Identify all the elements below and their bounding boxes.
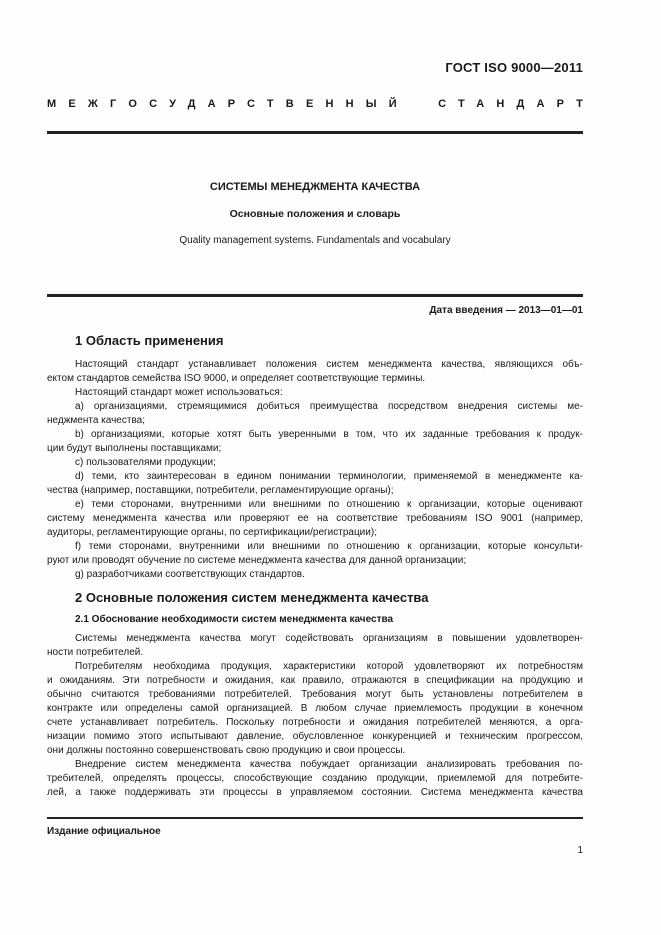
body-line: ектом стандартов семейства ISO 9000, и определяет соответствующие термины.: [47, 373, 426, 384]
body-line: Настоящий стандарт устанавливает положения систем менеджмента качества, являющихся объ-: [75, 359, 583, 370]
title-divider: [47, 294, 583, 297]
document-title: СИСТЕМЫ МЕНЕДЖМЕНТА КАЧЕСТВА: [209, 181, 421, 193]
standard-word: СТАНДАРТ: [438, 98, 595, 110]
body-line: лей, а также поддерживать эти процессы в управляемом состоянии. Система менеджмента качества: [47, 787, 583, 798]
body-line: Внедрение систем менеджмента качества побуждает организации анализировать требования по-: [75, 759, 583, 770]
body-line: ности потребителей.: [47, 647, 144, 658]
english-title: Quality management systems. Fundamentals and vocabulary: [179, 235, 451, 246]
body-line: они должны постоянно совершенствовать свою продукцию и свои процессы.: [47, 745, 406, 756]
body-line: требителей, определять процессы, способствующие созданию продукции, приемлемой для потребите-: [47, 773, 583, 784]
footer-divider: [47, 817, 583, 819]
section-1-heading: 1 Область применения: [75, 333, 224, 348]
body-line: руют или проводят обучение по системе менеджмента качества для данной организации;: [47, 555, 467, 566]
list-item-f: f) теми сторонами, внутренними или внешними по отношению к организации, которые консульти-: [75, 541, 583, 552]
interstate-word: МЕЖГОСУДАРСТВЕННЫЙ: [47, 98, 409, 110]
list-item-b: b) организациями, которые хотят быть уверенными в том, что их заданные требования к продук-: [75, 429, 583, 440]
page-number: 1: [577, 845, 583, 856]
list-item-e: е) теми сторонами, внутренними или внешними по отношению к организации, которые оценивают: [75, 499, 583, 510]
body-line: и ожиданиям. Эти потребности и ожидания, как правило, отражаются в спецификации на продукцию и: [47, 675, 583, 686]
section-2-heading: 2 Основные положения систем менеджмента качества: [75, 590, 429, 605]
edition-label: Издание официальное: [47, 826, 161, 837]
subsection-2-1-heading: 2.1 Обоснование необходимости систем менеджмента качества: [75, 614, 394, 625]
list-item-a: а) организациями, стремящимися добиться преимущества посредством внедрения системы ме-: [75, 401, 583, 412]
body-line: аудиторы, регламентирующие органы, по сертификации/регистрации);: [47, 527, 377, 538]
body-line: счете устанавливает потребитель. Поскольку потребности и ожидания потребителей меняются, а орга-: [47, 717, 583, 728]
body-line: чества (например, поставщики, потребители, регламентирующие органы);: [47, 485, 394, 496]
introduction-date: Дата введения — 2013—01—01: [429, 305, 583, 316]
body-line: Настоящий стандарт может использоваться:: [75, 387, 283, 398]
standard-code: ГОСТ ISO 9000—2011: [445, 60, 583, 75]
document-subtitle: Основные положения и словарь: [229, 208, 401, 220]
body-line: систему менеджмента качества или проверяют ее на соответствие требованиям ISO 9001 (например,: [47, 513, 583, 524]
header-divider: [47, 131, 583, 134]
body-line: Потребителям необходима продукция, характеристики которой удовлетворяют их потребностям: [75, 661, 583, 672]
interstate-standard-banner: [47, 98, 595, 110]
body-line: Системы менеджмента качества могут содействовать организациям в повышении удовлетворен-: [75, 633, 583, 644]
section-2-body: [47, 632, 583, 800]
body-line: низации помимо этого испытывают давление, обусловленное конкуренцией и техническим прогрессом,: [47, 731, 583, 742]
list-item-g: g) разработчиками соответствующих стандартов.: [75, 569, 305, 580]
body-line: ции будут выполнены поставщиками;: [47, 443, 222, 454]
list-item-c: с) пользователями продукции;: [75, 457, 216, 468]
list-item-d: d) теми, кто заинтересован в едином понимании терминологии, применяемой в менеджменте ка-: [75, 471, 583, 482]
body-line: неджмента качества;: [47, 415, 145, 426]
body-line: контракте или определены самой организацией. В любом случае приемлемость продукции в конечном: [47, 703, 583, 714]
section-1-body: [47, 358, 583, 582]
body-line: обычно считаются требованиями потребителей. Требования могут быть установлены потребителем в: [47, 689, 583, 700]
